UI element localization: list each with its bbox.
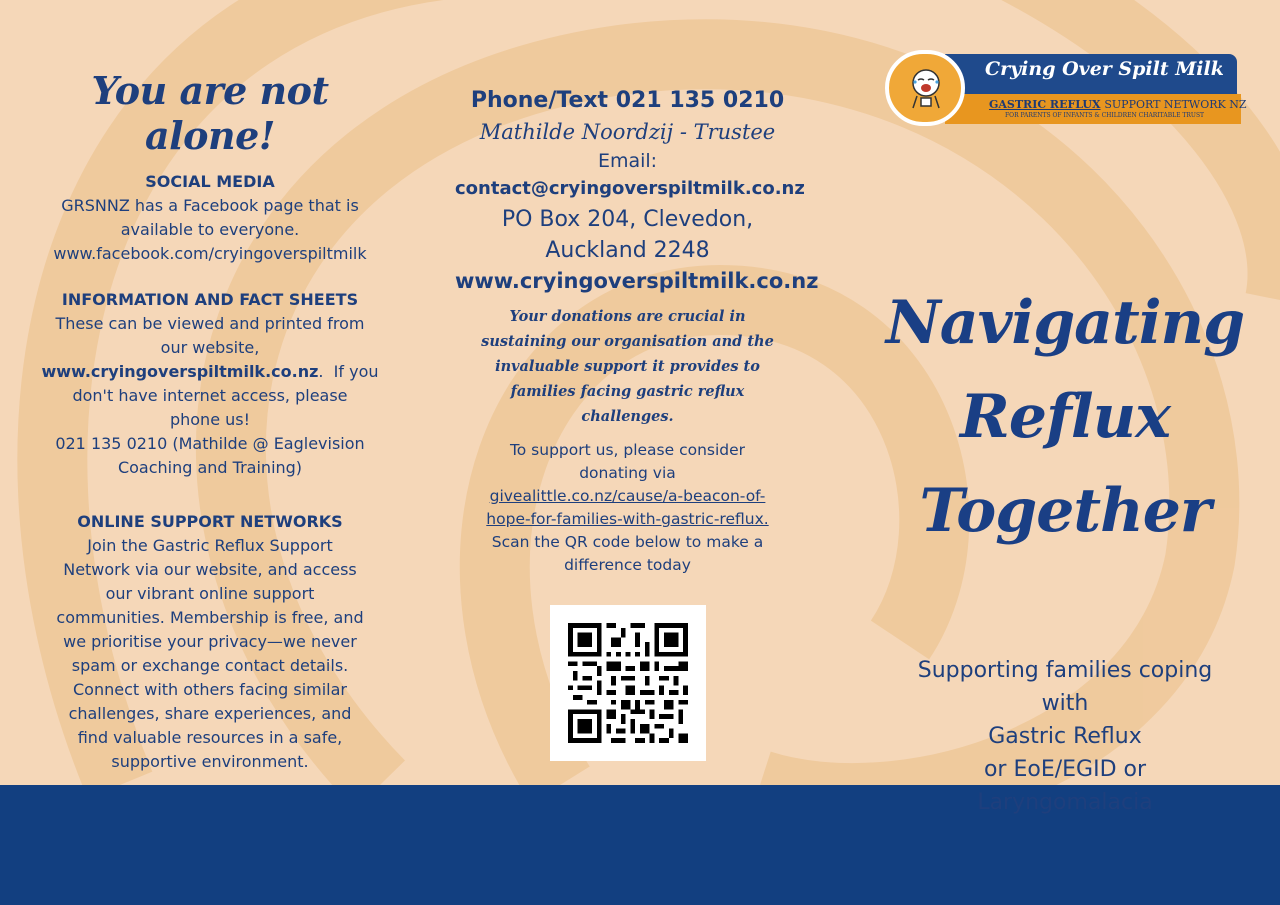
online-line: Network via our website, and access: [63, 560, 357, 579]
givealittle-link[interactable]: givealittle.co.nz/cause/a-beacon-of-hope-for-families-with-gastric-reflux.: [486, 487, 769, 528]
social-media-heading: SOCIAL MEDIA: [145, 172, 275, 191]
info-line-6: 021 135 0210 (Mathilde @ Eaglevision: [55, 434, 365, 453]
online-line: find valuable resources in a safe,: [77, 728, 343, 747]
social-line-2: available to everyone.: [120, 220, 300, 239]
online-line: we prioritise your privacy—we never: [63, 632, 357, 651]
info-line-7: Coaching and Training): [117, 458, 303, 477]
cover-tagline: [885, 654, 1245, 819]
online-line: our vibrant online support: [105, 584, 315, 603]
title-line-3: Together: [919, 476, 1211, 546]
online-line: supportive environment.: [111, 752, 309, 771]
support-outro: Scan the QR code below to make a difference today: [491, 533, 764, 574]
title-line-1: Navigating: [885, 288, 1245, 358]
qr-code[interactable]: [550, 605, 706, 761]
left-panel: [40, 68, 380, 774]
email-link[interactable]: contact@cryingoverspiltmilk.co.nz: [455, 178, 805, 199]
info-line-1: These can be viewed and printed from: [55, 314, 365, 333]
logo-subline: FOR PARENTS OF INFANTS & CHILDREN CHARITABLE TRUST: [1005, 112, 1205, 119]
facebook-link[interactable]: www.facebook.com/cryingoverspiltmilk: [53, 244, 367, 263]
info-heading: INFORMATION AND FACT SHEETS: [61, 290, 359, 309]
social-media-text: [40, 194, 380, 266]
info-line-5: phone us!: [169, 410, 251, 429]
tagline-line: Supporting families coping: [917, 658, 1213, 683]
logo-name: Crying Over Spilt Milk: [985, 58, 1224, 80]
tagline-line: with: [1041, 691, 1089, 716]
cover-title: [885, 276, 1245, 558]
donation-note: Your donations are crucial in sustaining our organisation and the invaluable support it provides to families facing gastric reflux challenges.: [481, 308, 774, 425]
online-heading: ONLINE SUPPORT NETWORKS: [77, 512, 343, 531]
title-line-2: Reflux: [959, 382, 1171, 452]
contact-panel: [455, 86, 819, 761]
headline: You are not alone!: [91, 68, 329, 158]
logo: [885, 50, 1247, 126]
tagline-line: Laryngomalacia: [977, 790, 1153, 815]
address-line-1: PO Box 204, Clevedon,: [501, 207, 754, 232]
info-website-link[interactable]: www.cryingoverspiltmilk.co.nz: [41, 362, 319, 381]
online-line: spam or exchange contact details.: [71, 656, 349, 675]
email-label: Email:: [597, 150, 658, 172]
logo-badge: [885, 50, 965, 126]
logo-tagline-rest: SUPPORT NETWORK NZ: [1104, 98, 1247, 111]
info-line-4: don't have internet access, please: [72, 386, 348, 405]
tagline-line: Gastric Reflux: [988, 724, 1142, 749]
info-text: [40, 312, 380, 480]
logo-tagline: [989, 98, 1247, 111]
tagline-line: or EoE/EGID or: [983, 757, 1147, 782]
logo-tagline-bold: GASTRIC REFLUX: [989, 98, 1101, 111]
online-text: [40, 534, 380, 774]
online-line: Connect with others facing similar: [72, 680, 348, 699]
info-line-2: our website,: [160, 338, 260, 357]
website-link[interactable]: www.cryingoverspiltmilk.co.nz: [455, 269, 819, 293]
support-intro: To support us, please consider donating via: [509, 441, 746, 482]
address-line-2: Auckland 2248: [545, 238, 710, 263]
crying-baby-icon: [907, 68, 945, 112]
support-text: [485, 439, 770, 577]
qr-code-icon: [568, 623, 688, 743]
cover-panel: [885, 50, 1245, 819]
online-line: communities. Membership is free, and: [56, 608, 364, 627]
online-line: Join the Gastric Reflux Support: [87, 536, 333, 555]
trustee-name: Mathilde Noordzij - Trustee: [479, 120, 776, 144]
social-line-1: GRSNNZ has a Facebook page that is: [61, 196, 359, 215]
info-line-3-tail: . If you: [318, 362, 379, 381]
online-line: challenges, share experiences, and: [68, 704, 352, 723]
phone-number[interactable]: Phone/Text 021 135 0210: [470, 88, 785, 113]
